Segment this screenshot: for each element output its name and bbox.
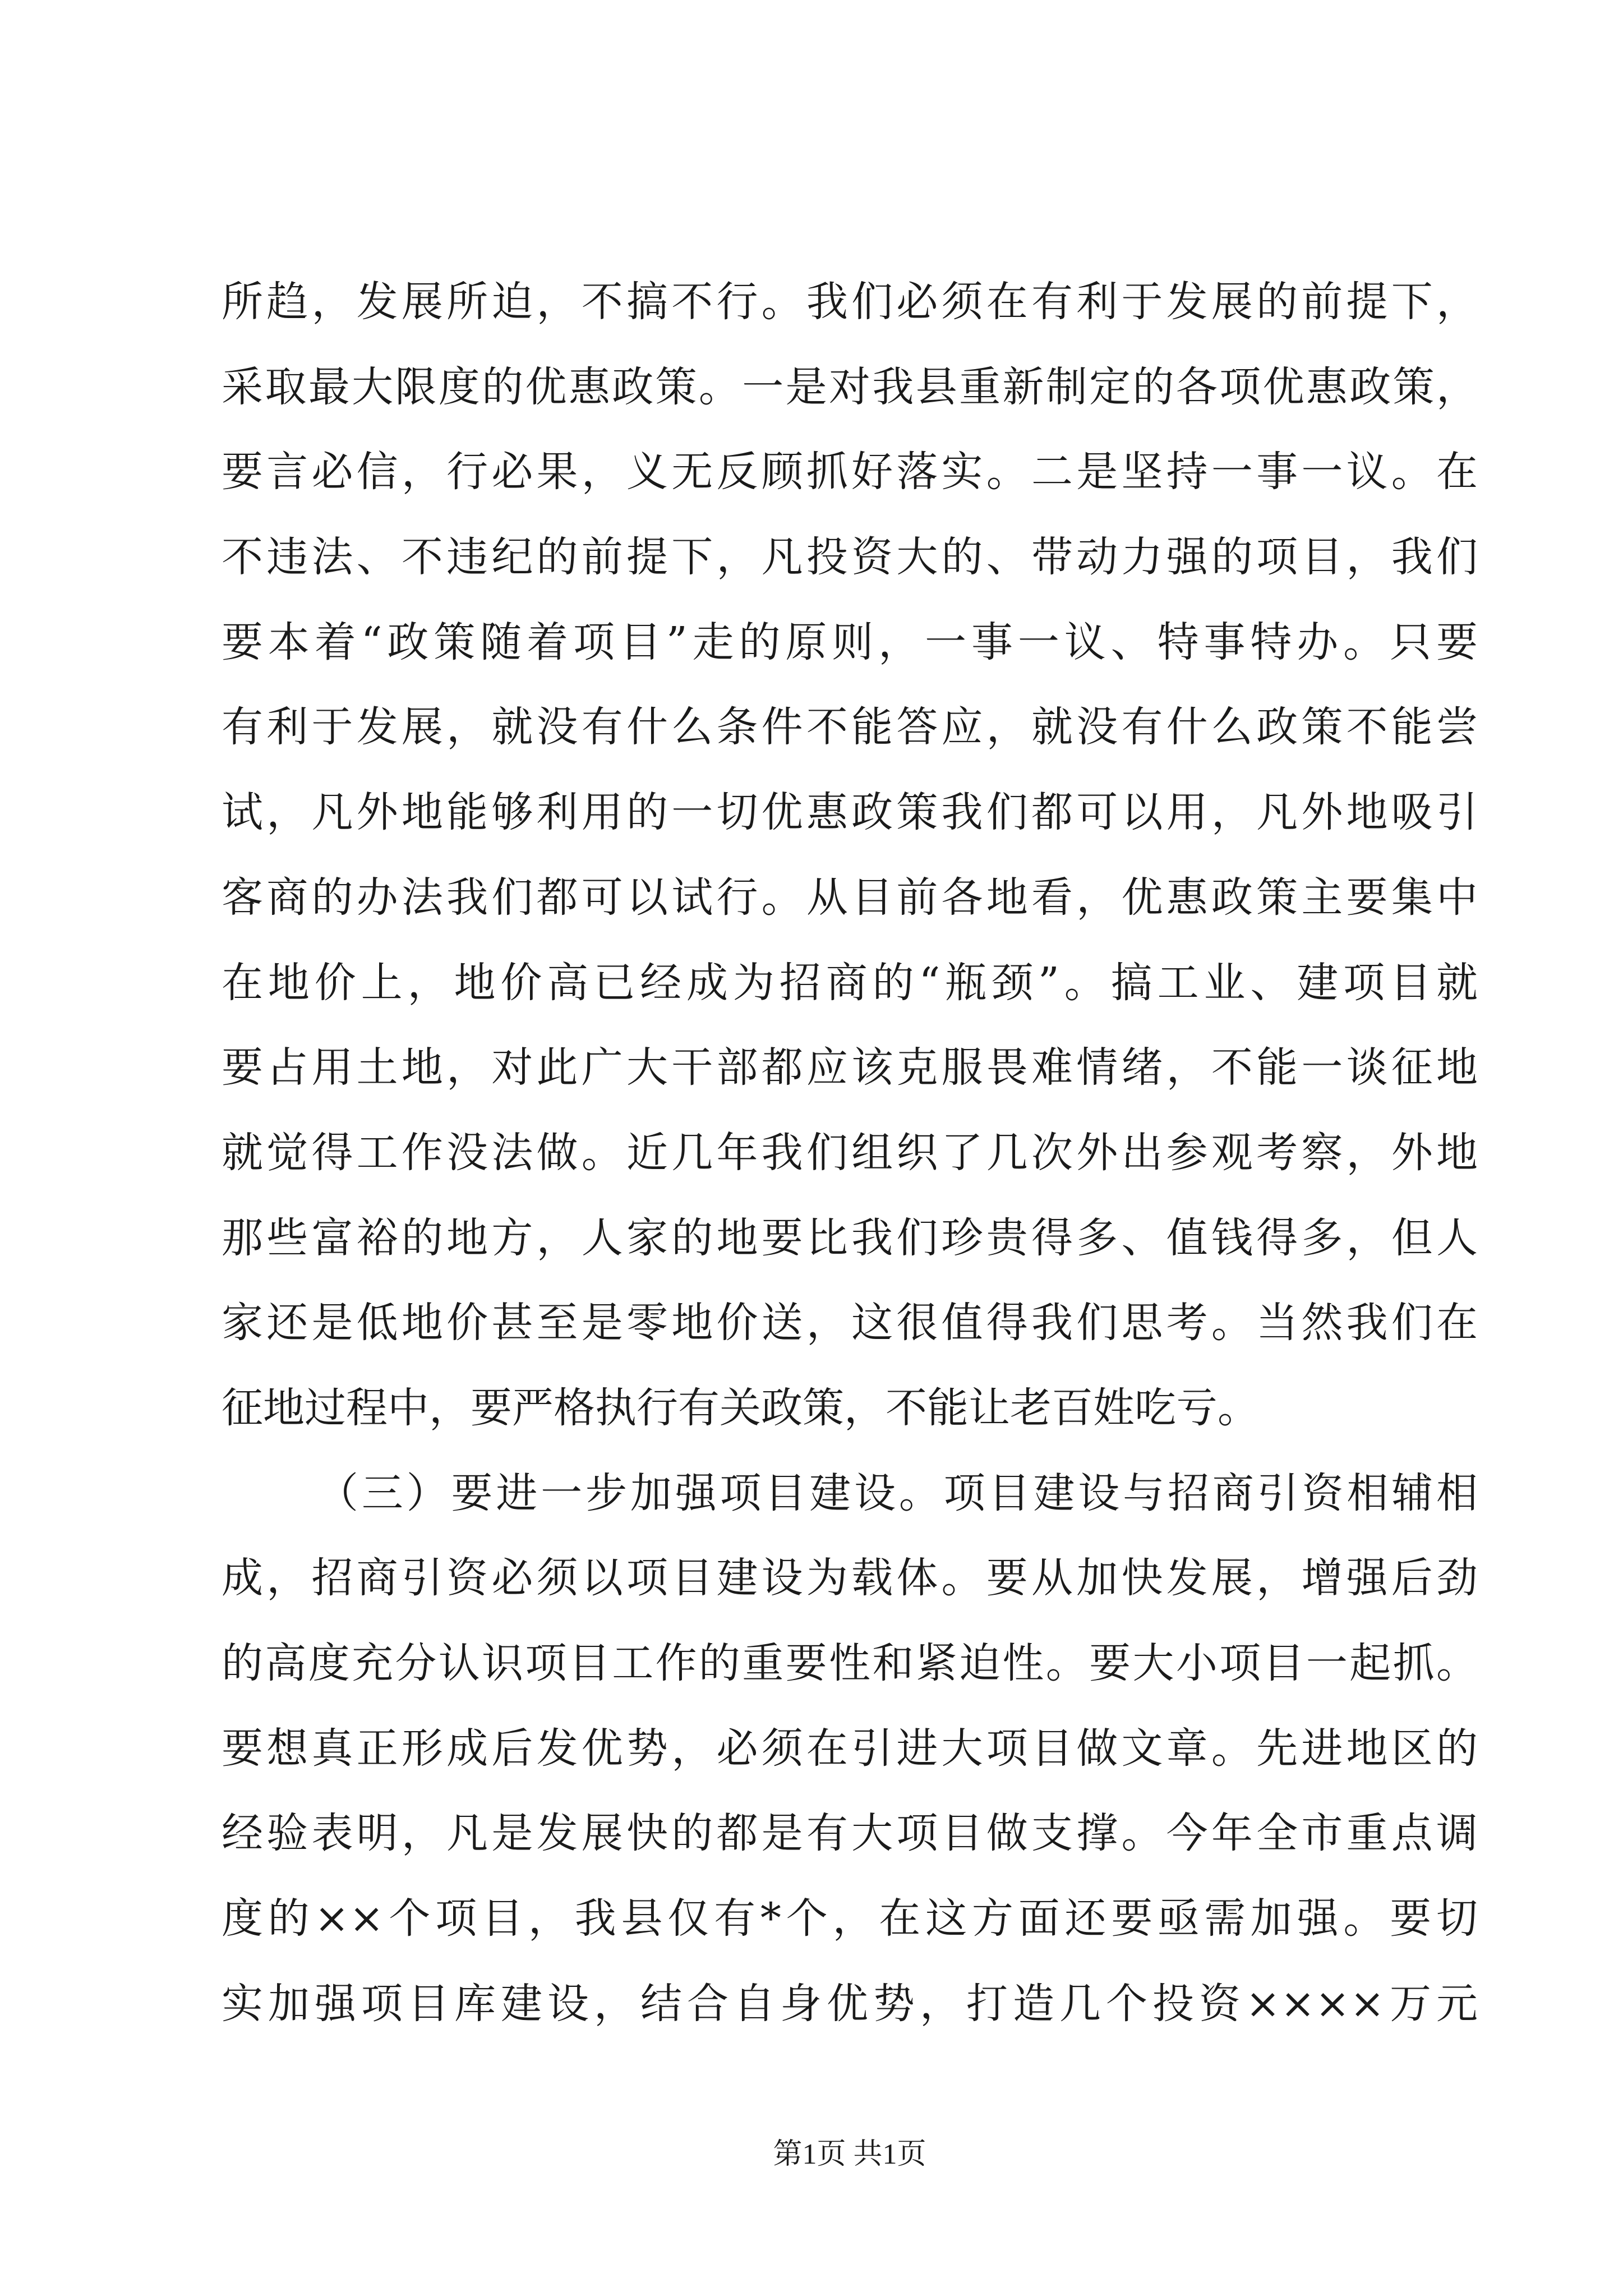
page-number: 第1页 共1页 — [773, 2138, 926, 2170]
paragraph-continued — [222, 260, 1478, 1451]
body-line: 要想真正形成后发优势，必须在引进大项目做文章。先进地区的 — [222, 1724, 1478, 1773]
paragraph-section-three — [222, 1451, 1478, 2047]
body-line: 试，凡外地能够利用的一切优惠政策我们都可以用，凡外地吸引 — [222, 788, 1478, 837]
body-line: 不违法、不违纪的前提下，凡投资大的、带动力强的项目，我们 — [222, 533, 1478, 582]
section-heading-line: （三）要进一步加强项目建设。项目建设与招商引资相辅相 — [317, 1469, 1478, 1517]
body-line: 所趋，发展所迫，不搞不行。我们必须在有利于发展的前提下， — [222, 278, 1478, 326]
body-line: 成，招商引资必须以项目建设为载体。要从加快发展，增强后劲 — [222, 1554, 1478, 1603]
body-line: 实加强项目库建设，结合自身优势，打造几个投资××××万元 — [222, 1979, 1478, 2028]
body-line: 度的××个项目，我县仅有*个，在这方面还要亟需加强。要切 — [222, 1894, 1478, 1943]
page-footer — [222, 2135, 1478, 2174]
body-line: 客商的办法我们都可以试行。从目前各地看，优惠政策主要集中 — [222, 873, 1478, 922]
body-line: 征地过程中，要严格执行有关政策，不能让老百姓吃亏。 — [222, 1383, 1259, 1432]
body-line: 的高度充分认识项目工作的重要性和紧迫性。要大小项目一起抓。 — [222, 1639, 1478, 1687]
body-line: 要本着“政策随着项目”走的原则，一事一议、特事特办。只要 — [222, 618, 1478, 666]
body-line: 有利于发展，就没有什么条件不能答应，就没有什么政策不能尝 — [222, 703, 1478, 752]
body-line: 就觉得工作没法做。近几年我们组织了几次外出参观考察，外地 — [222, 1128, 1478, 1177]
body-line: 那些富裕的地方，人家的地要比我们珍贵得多、值钱得多，但人 — [222, 1213, 1478, 1262]
body-line: 经验表明，凡是发展快的都是有大项目做支撑。今年全市重点调 — [222, 1809, 1478, 1858]
body-line: 家还是低地价甚至是零地价送，这很值得我们思考。当然我们在 — [222, 1299, 1478, 1347]
body-text — [222, 260, 1478, 2046]
body-line: 要言必信，行必果，义无反顾抓好落实。二是坚持一事一议。在 — [222, 448, 1478, 496]
body-line: 采取最大限度的优惠政策。一是对我县重新制定的各项优惠政策， — [222, 362, 1478, 411]
body-line: 要占用土地，对此广大干部都应该克服畏难情绪，不能一谈征地 — [222, 1043, 1478, 1092]
body-line: 在地价上，地价高已经成为招商的“瓶颈”。搞工业、建项目就 — [222, 958, 1478, 1007]
